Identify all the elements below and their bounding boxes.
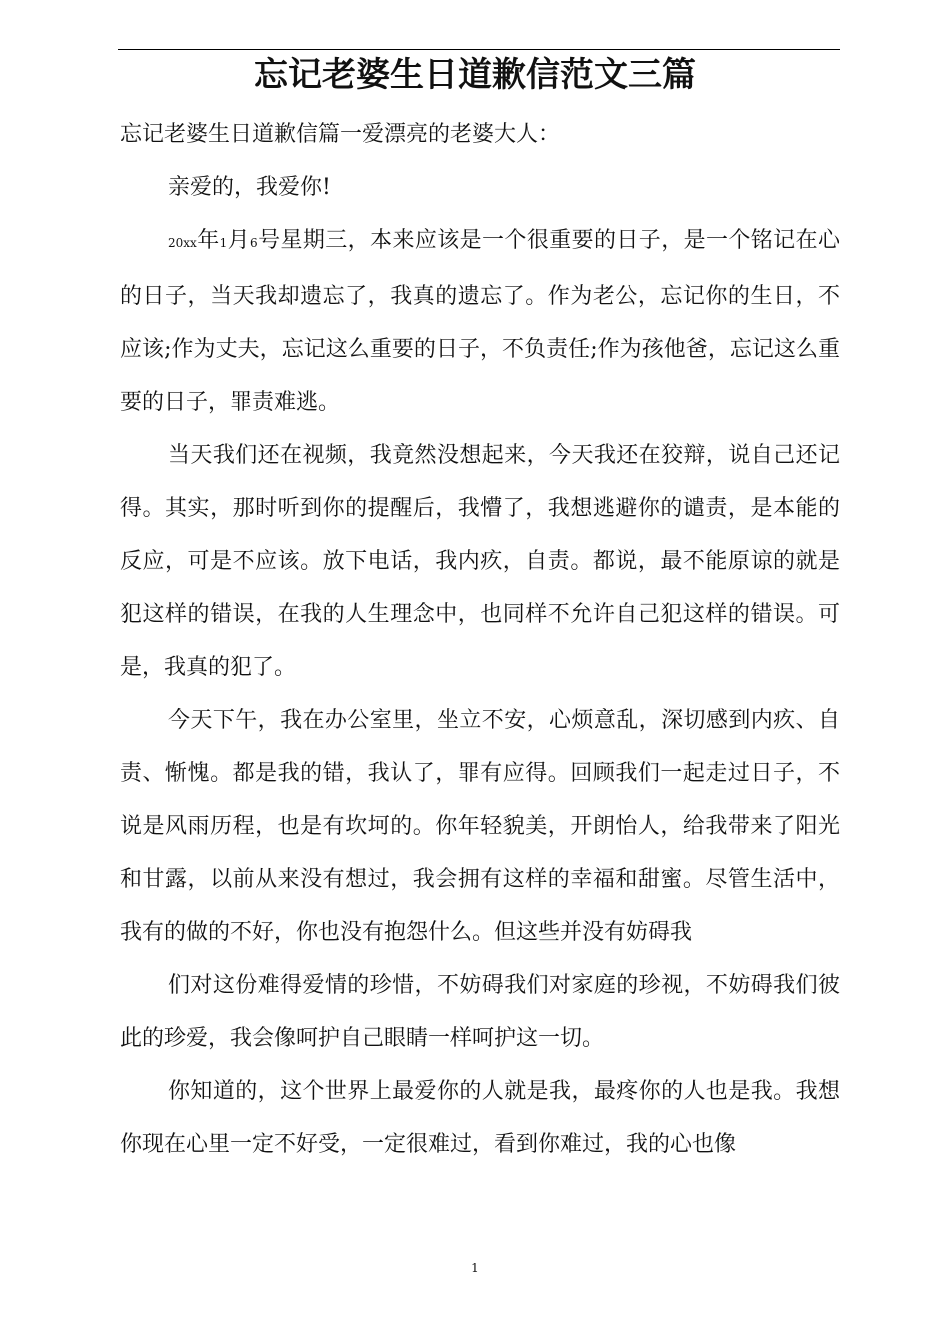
header-rule [118,49,840,50]
date-year-suffix: 年 [196,228,220,253]
date-paragraph [120,214,840,429]
greeting-paragraph: 亲爱的，我爱你! [168,175,331,200]
date-month-suffix: 月 [227,228,251,253]
body-paragraph-afternoon: 今天下午，我在办公室里，坐立不安，心烦意乱，深切感到内疚、自责、惭愧。都是我的错，我认了，罪有应得。回顾我们一起走过日子，不说是风雨历程，也是有坎坷的。你年轻貌美，开朗怡人，给我带来了阳光和甘露，以前从来没有想过，我会拥有这样的幸福和甜蜜。尽管生活中，我有的做的不好，你也没有抱怨什么。但这些并没有妨碍我 [120,708,840,945]
body-paragraph-cherish: 们对这份难得爱情的珍惜，不妨碍我们对家庭的珍视，不妨碍我们彼此的珍爱，我会像呵护自己眼睛一样呵护这一切。 [120,973,840,1051]
date-paragraph-text: 号星期三，本来应该是一个很重要的日子，是一个铭记在心的日子，当天我却遗忘了，我真的遗忘了。作为老公，忘记你的生日，不应该;作为丈夫，忘记这么重要的日子，不负责任;作为孩他爸，忘记这么重要的日子，罪责难逃。 [120,228,840,415]
body-paragraph-video-call: 当天我们还在视频，我竟然没想起来，今天我还在狡辩，说自己还记得。其实，那时听到你的提醒后，我懵了，我想逃避你的谴责，是本能的反应，可是不应该。放下电话，我内疚，自责。都说，最不能原谅的就是犯这样的错误，在我的人生理念中，也同样不允许自己犯这样的错误。可是，我真的犯了。 [120,443,840,680]
document-title: 忘记老婆生日道歉信范文三篇 [254,55,696,95]
salutation-line: 忘记老婆生日道歉信篇一爱漂亮的老婆大人： [120,122,561,147]
document-body [120,108,840,1171]
body-paragraph-love: 你知道的，这个世界上最爱你的人就是我，最疼你的人也是我。我想你现在心里一定不好受，一定很难过，看到你难过，我的心也像 [120,1079,840,1157]
date-month: 1 [219,236,228,250]
date-day: 6 [250,236,258,250]
date-year: 20xx [168,236,197,250]
page-number: 1 [471,1261,479,1275]
